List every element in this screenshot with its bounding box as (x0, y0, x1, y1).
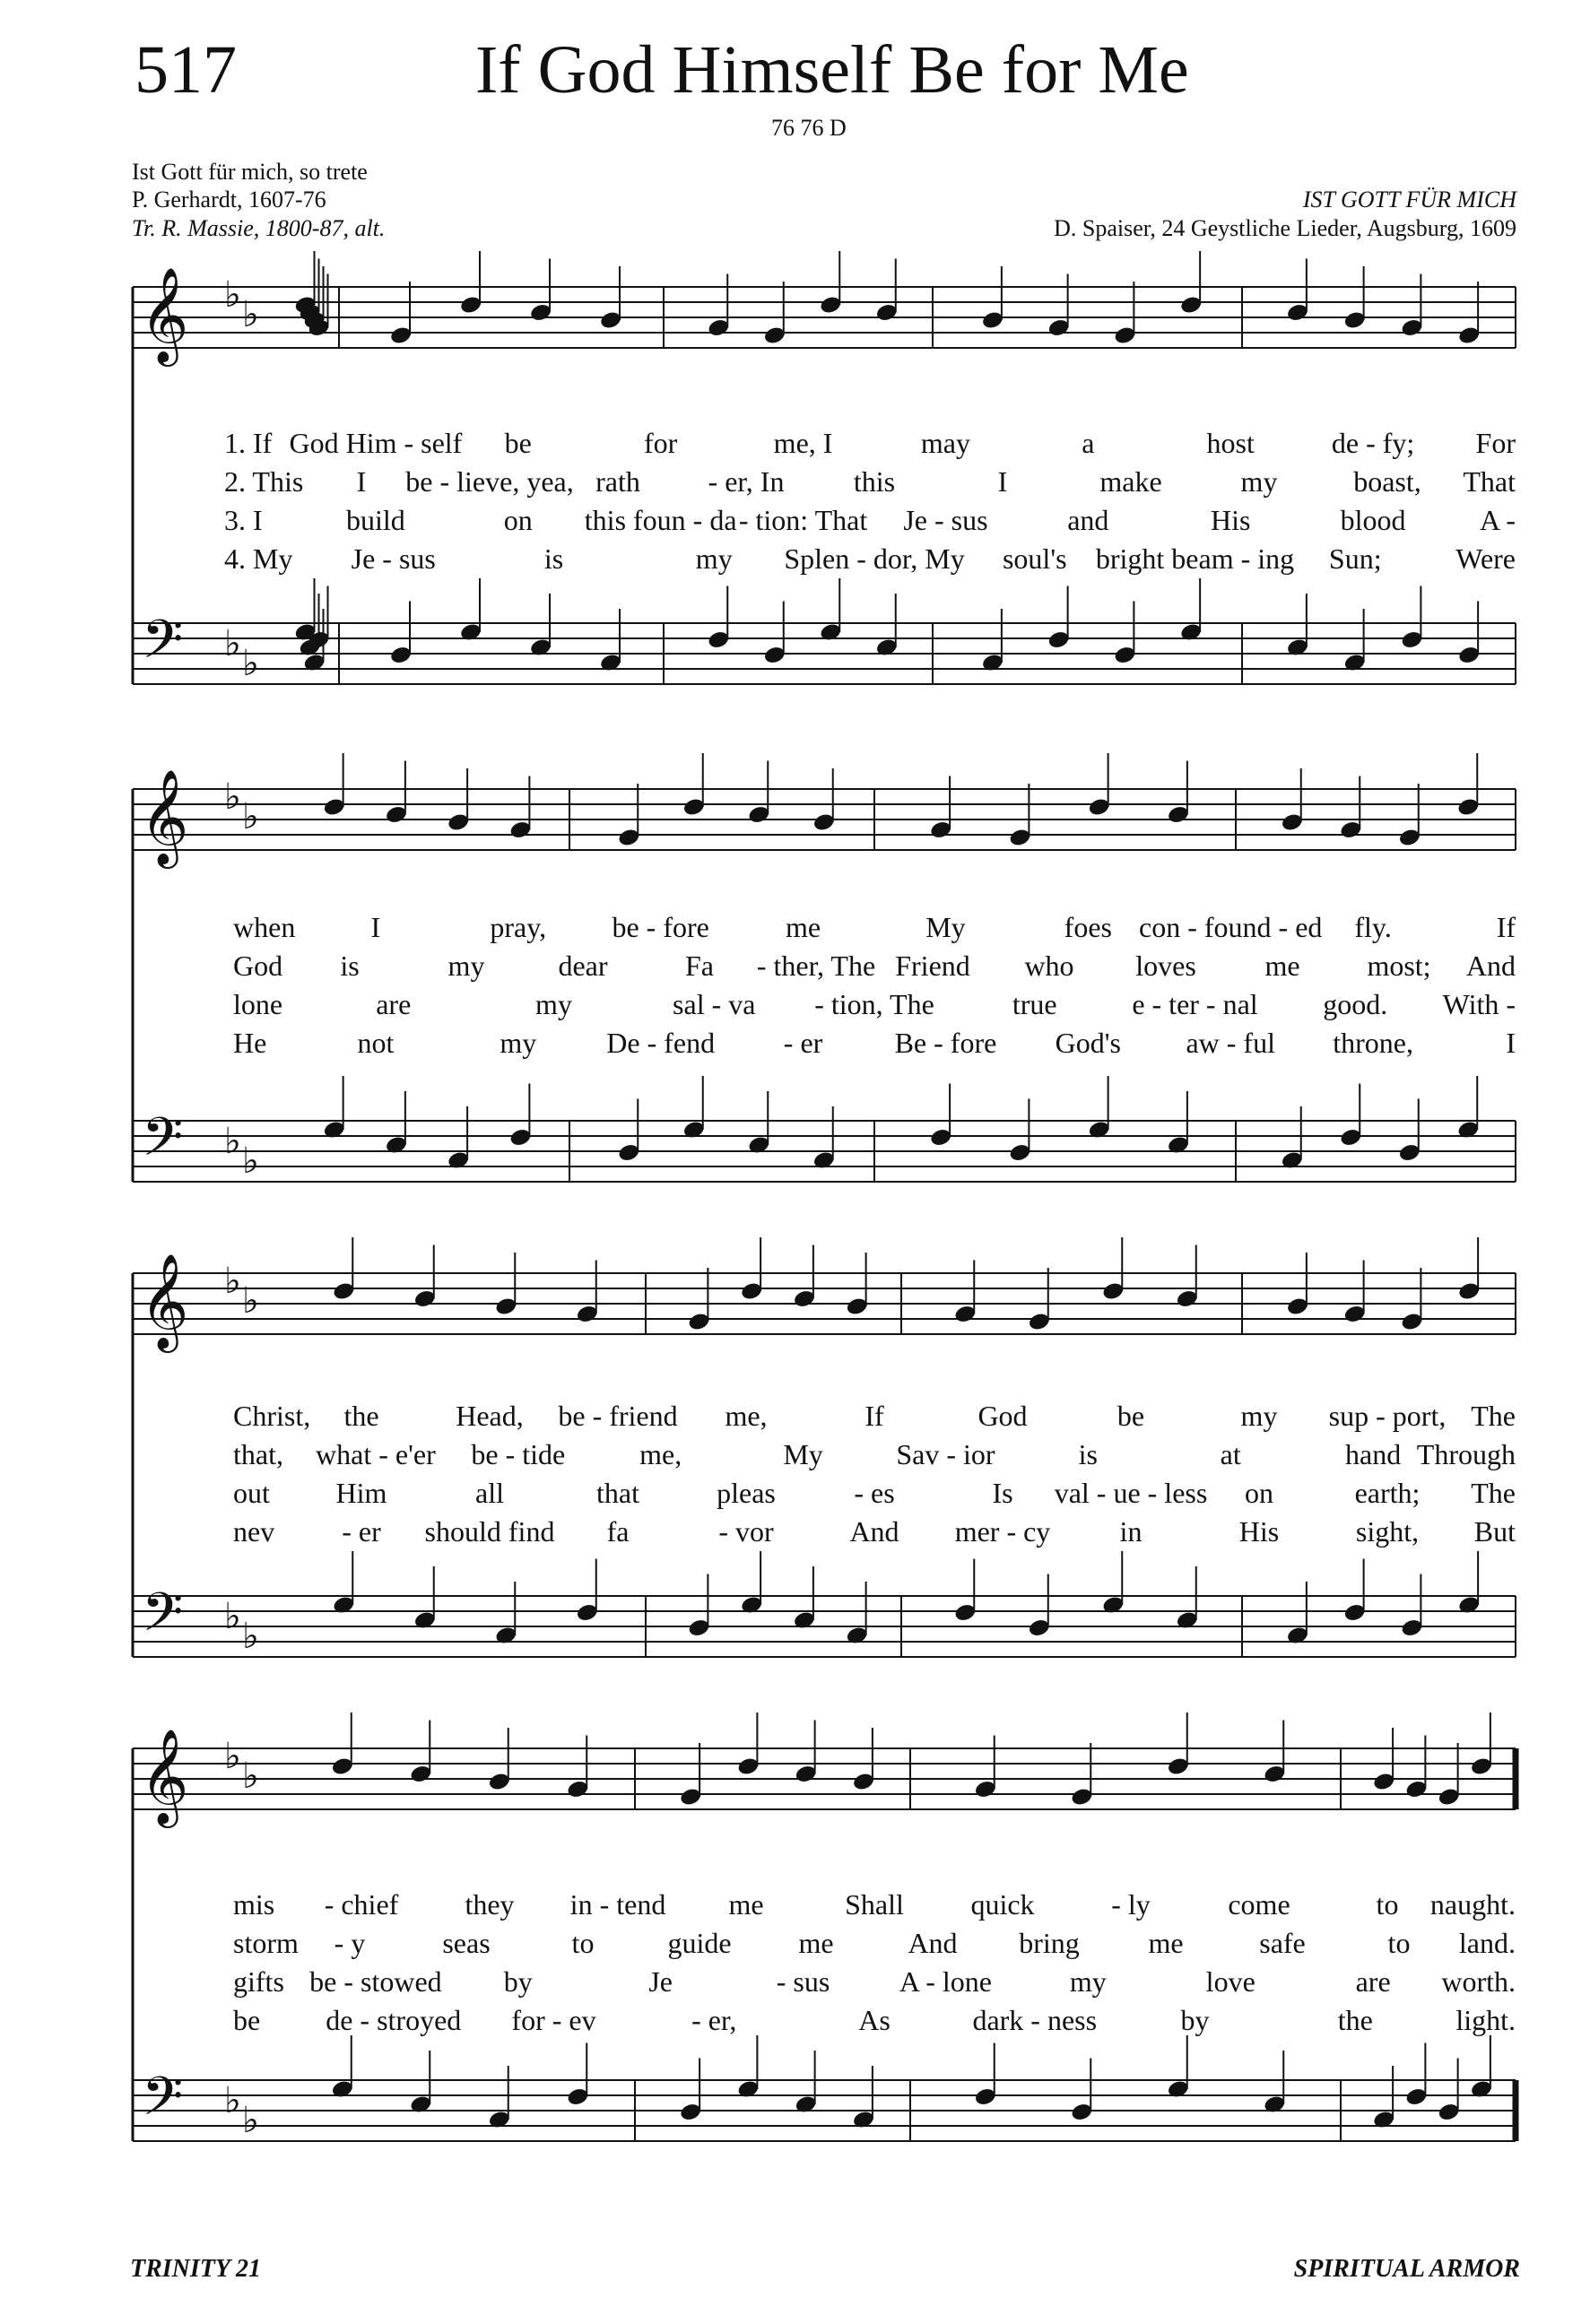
lyric-syllable: - sus (776, 1965, 830, 1998)
lyric-syllable: build (345, 504, 405, 536)
lyric-syllable: If (1496, 911, 1516, 943)
lyric-syllable: me, (639, 1438, 682, 1470)
footer-topic: SPIRITUAL ARMOR (1293, 2255, 1520, 2283)
lyric-syllable: nev (233, 1515, 275, 1548)
lyric-syllable: throne, (1333, 1027, 1413, 1059)
lyric-syllable: me (786, 911, 821, 943)
lyric-syllable: - er, In (708, 465, 785, 498)
lyric-syllable: val - ue - less (1054, 1477, 1208, 1509)
lyric-syllable: - ther, The (756, 950, 876, 982)
tune-composer: D. Spaiser, 24 Geystliche Lieder, Augsburg, 1609 (1054, 215, 1516, 241)
flat-icon: ♭ (224, 2080, 241, 2121)
lyric-syllable: by (503, 1965, 533, 1998)
lyric-syllable: loves (1135, 950, 1196, 982)
lyric-syllable: I (997, 465, 1008, 498)
lyric-syllable: - ly (1111, 1888, 1151, 1921)
lyric-syllable: my (1240, 1400, 1278, 1432)
lyric-syllable: Is (992, 1477, 1013, 1509)
lyric-syllable: by (1180, 2004, 1210, 2036)
lyric-syllable: guide (667, 1927, 732, 1959)
lyric-syllable: pray, (490, 911, 547, 943)
lyric-syllable: is (543, 542, 564, 575)
lyric-syllable: me (1264, 950, 1300, 982)
flat-icon: ♭ (224, 1596, 241, 1637)
credit-author: P. Gerhardt, 1607-76 (132, 186, 326, 212)
lyric-syllable: He (233, 1027, 267, 1059)
lyric-syllable: who (1024, 950, 1074, 982)
lyric-syllable: - y (334, 1927, 366, 1959)
lyric-syllable: me (798, 1927, 834, 1959)
lyric-syllable: God (977, 1400, 1028, 1432)
lyric-syllable: in (1119, 1515, 1143, 1548)
lyric-syllable: my (695, 542, 733, 575)
lyric-syllable: For (1475, 427, 1516, 459)
flat-icon: ♭ (224, 776, 241, 818)
flat-icon: ♭ (224, 1261, 241, 1302)
lyric-syllable: most; (1367, 950, 1431, 982)
treble-clef-icon: 𝄞 (140, 1253, 189, 1348)
lyric-syllable: But (1473, 1515, 1516, 1548)
lyric-syllable: may (920, 427, 970, 459)
lyric-syllable: Be - fore (894, 1027, 997, 1059)
lyric-syllable: Shall (845, 1888, 904, 1921)
lyric-syllable: host (1206, 427, 1255, 459)
lyric-syllable: they (465, 1888, 515, 1921)
lyric-syllable: 1. If (224, 427, 273, 459)
flat-icon: ♭ (242, 294, 259, 335)
lyric-syllable: My (925, 911, 966, 943)
lyric-syllable: on (1245, 1477, 1273, 1509)
bass-clef-icon: 𝄢 (142, 2065, 184, 2140)
lyric-syllable: Je - sus (351, 542, 436, 575)
lyric-syllable: a (1082, 427, 1095, 459)
lyric-syllable: love (1205, 1965, 1255, 1998)
lyric-syllable: that, (233, 1438, 283, 1470)
lyric-syllable: what - e'er (316, 1438, 436, 1470)
lyric-syllable: bright beam - ing (1095, 542, 1295, 575)
flat-icon: ♭ (242, 1616, 259, 1657)
lyric-syllable: the (1337, 2004, 1373, 2036)
lyric-syllable: e - ter - nal (1132, 988, 1258, 1020)
lyric-syllable: light. (1455, 2004, 1516, 2036)
lyric-syllable: I (370, 911, 381, 943)
lyric-syllable: de - stroyed (326, 2004, 462, 2036)
bass-clef-icon: 𝄢 (142, 1581, 184, 1656)
lyric-syllable: sup - port, (1328, 1400, 1447, 1432)
lyric-syllable: aw - ful (1186, 1027, 1275, 1059)
lyric-syllable: 2. This (224, 465, 304, 498)
lyric-syllable: be - friend (558, 1400, 678, 1432)
bass-clef-icon: 𝄢 (142, 1106, 184, 1181)
lyric-syllable: fly. (1354, 911, 1392, 943)
lyric-syllable: safe (1259, 1927, 1306, 1959)
bass-clef-icon: 𝄢 (142, 608, 184, 683)
lyric-syllable: Head, (456, 1400, 524, 1432)
lyric-syllable: not (357, 1027, 395, 1059)
lyric-syllable: gifts (233, 1965, 284, 1998)
lyric-syllable: - chief (324, 1888, 399, 1921)
lyric-syllable: Splen - dor, My (784, 542, 965, 575)
lyric-syllable: His (1238, 1515, 1280, 1548)
lyric-syllable: I (1506, 1027, 1516, 1059)
treble-clef-icon: 𝄞 (140, 266, 189, 362)
flat-icon: ♭ (242, 2100, 259, 2141)
lyric-syllable: quick (970, 1888, 1035, 1921)
credit-original-text: Ist Gott für mich, so trete (132, 159, 368, 185)
lyric-syllable: Je - sus (903, 504, 988, 536)
lyric-syllable: are (376, 988, 412, 1020)
hymn-meter: 76 76 D (771, 115, 847, 141)
lyric-syllable: With - (1442, 988, 1516, 1020)
lyric-syllable: fa (606, 1515, 630, 1548)
lyric-syllable: at (1220, 1438, 1241, 1470)
lyric-syllable: mis (233, 1888, 275, 1921)
flat-icon: ♭ (242, 1140, 259, 1182)
lyric-syllable: As (858, 2004, 891, 2036)
lyric-syllable: rath (595, 465, 640, 498)
flat-icon: ♭ (224, 1736, 241, 1777)
lyric-syllable: true (1012, 988, 1057, 1020)
lyric-syllable: - er (783, 1027, 823, 1059)
lyric-syllable: sal - va (673, 988, 756, 1020)
credit-translator: Tr. R. Massie, 1800-87, alt. (132, 215, 386, 241)
lyric-syllable: the (343, 1400, 379, 1432)
lyric-syllable: be (233, 2004, 261, 2036)
flat-icon: ♭ (224, 1121, 241, 1162)
treble-clef-icon: 𝄞 (140, 768, 189, 864)
lyric-syllable: - es (854, 1477, 895, 1509)
lyric-syllable: my (500, 1027, 537, 1059)
lyric-syllable: dear (558, 950, 608, 982)
lyric-syllable: be - tide (471, 1438, 566, 1470)
lyric-syllable: my (447, 950, 485, 982)
flat-icon: ♭ (242, 1280, 259, 1322)
lyric-syllable: be - stowed (309, 1965, 442, 1998)
lyric-syllable: De - fend (606, 1027, 716, 1059)
lyric-syllable: me (728, 1888, 764, 1921)
flat-icon: ♭ (242, 1756, 259, 1797)
lyric-syllable: foes (1064, 911, 1112, 943)
lyric-syllable: His (1210, 504, 1251, 536)
lyric-syllable: Fa (685, 950, 714, 982)
lyric-syllable: be (1116, 1400, 1145, 1432)
lyric-syllable: earth; (1354, 1477, 1421, 1509)
lyric-syllable: mer - cy (954, 1515, 1051, 1548)
lyric-syllable: make (1099, 465, 1162, 498)
flat-icon: ♭ (242, 643, 259, 684)
lyric-syllable: seas (442, 1927, 491, 1959)
lyric-syllable: for - ev (511, 2004, 596, 2036)
lyric-syllable: God Him - self (289, 427, 463, 459)
lyric-syllable: that (596, 1477, 639, 1509)
lyric-syllable: is (1078, 1438, 1099, 1470)
lyric-syllable: all (475, 1477, 504, 1509)
lyric-syllable: should find (424, 1515, 555, 1548)
lyric-syllable: and (1067, 504, 1109, 536)
lyric-syllable: God's (1055, 1027, 1121, 1059)
treble-clef-icon: 𝄞 (140, 1728, 189, 1824)
lyric-syllable: 3. I (224, 504, 263, 536)
lyric-syllable: land. (1458, 1927, 1516, 1959)
lyric-syllable: boast, (1353, 465, 1421, 498)
lyric-syllable: - tion, The (814, 988, 934, 1020)
lyric-syllable: If (865, 1400, 884, 1432)
lyric-syllable: is (340, 950, 360, 982)
lyric-syllable: My (783, 1438, 823, 1470)
lyric-syllable: - er, (691, 2004, 737, 2036)
lyric-syllable: be (504, 427, 532, 459)
lyric-syllable: - vor (718, 1515, 774, 1548)
footer-season: TRINITY 21 (130, 2255, 261, 2283)
lyric-syllable: blood (1340, 504, 1406, 536)
lyric-syllable: me, (725, 1400, 768, 1432)
lyric-syllable: Sun; (1328, 542, 1382, 575)
tune-name: IST GOTT FÜR MICH (1302, 186, 1516, 212)
lyric-syllable: storm (233, 1927, 299, 1959)
lyric-syllable: out (233, 1477, 270, 1509)
lyric-syllable: be - fore (612, 911, 709, 943)
lyric-syllable: Through (1416, 1438, 1516, 1470)
lyric-syllable: are (1355, 1965, 1391, 1998)
lyric-syllable: me, I (773, 427, 833, 459)
lyric-syllable: this foun - da (584, 504, 737, 536)
lyric-syllable: I (356, 465, 367, 498)
lyric-syllable: Him (335, 1477, 387, 1509)
lyric-syllable: con - found - ed (1139, 911, 1323, 943)
lyric-syllable: A - (1480, 504, 1516, 536)
flat-icon: ♭ (224, 274, 241, 316)
lyric-syllable: And (849, 1515, 899, 1548)
lyric-syllable: dark - ness (972, 2004, 1098, 2036)
lyric-syllable: this (853, 465, 896, 498)
lyric-syllable: naught. (1429, 1888, 1516, 1921)
lyric-syllable: pleas (717, 1477, 776, 1509)
lyric-syllable: my (1069, 1965, 1107, 1998)
lyric-syllable: me (1148, 1927, 1184, 1959)
flat-icon: ♭ (242, 796, 259, 837)
lyric-syllable: 4. My (224, 542, 293, 575)
lyric-syllable: de - fy; (1331, 427, 1415, 459)
lyric-syllable: sight, (1355, 1515, 1420, 1548)
lyric-syllable: to (1376, 1888, 1399, 1921)
lyric-syllable: good. (1323, 988, 1388, 1020)
lyric-syllable: Je (648, 1965, 673, 1998)
lyric-syllable: That (1463, 465, 1516, 498)
lyric-syllable: when (233, 911, 296, 943)
lyric-syllable: on (503, 504, 533, 536)
lyric-syllable: be - lieve, yea, (405, 465, 574, 498)
lyric-syllable: for (644, 427, 678, 459)
hymn-number: 517 (135, 32, 237, 108)
lyric-syllable: worth. (1441, 1965, 1516, 1998)
lyric-syllable: my (535, 988, 572, 1020)
lyric-syllable: The (1471, 1400, 1516, 1432)
lyric-syllable: And (908, 1927, 958, 1959)
lyric-syllable: Were (1455, 542, 1516, 575)
lyric-syllable: my (1240, 465, 1278, 498)
lyric-syllable: Friend (895, 950, 970, 982)
lyric-syllable: A - lone (899, 1965, 992, 1998)
lyric-syllable: God (233, 950, 283, 982)
lyric-syllable: - er (342, 1515, 381, 1548)
hymn-title: If God Himself Be for Me (475, 32, 1189, 108)
lyric-syllable: in - tend (569, 1888, 666, 1921)
lyric-syllable: - tion: That (738, 504, 868, 536)
lyric-syllable: to (571, 1927, 595, 1959)
flat-icon: ♭ (224, 623, 241, 664)
lyric-syllable: Sav - ior (896, 1438, 995, 1470)
lyric-syllable: The (1471, 1477, 1516, 1509)
lyric-syllable: And (1465, 950, 1516, 982)
lyric-syllable: Christ, (233, 1400, 311, 1432)
lyric-syllable: come (1228, 1888, 1290, 1921)
lyric-syllable: soul's (1002, 542, 1067, 575)
lyric-syllable: lone (233, 988, 283, 1020)
lyric-syllable: hand (1345, 1438, 1402, 1470)
lyric-syllable: to (1387, 1927, 1411, 1959)
lyric-syllable: bring (1019, 1927, 1080, 1959)
